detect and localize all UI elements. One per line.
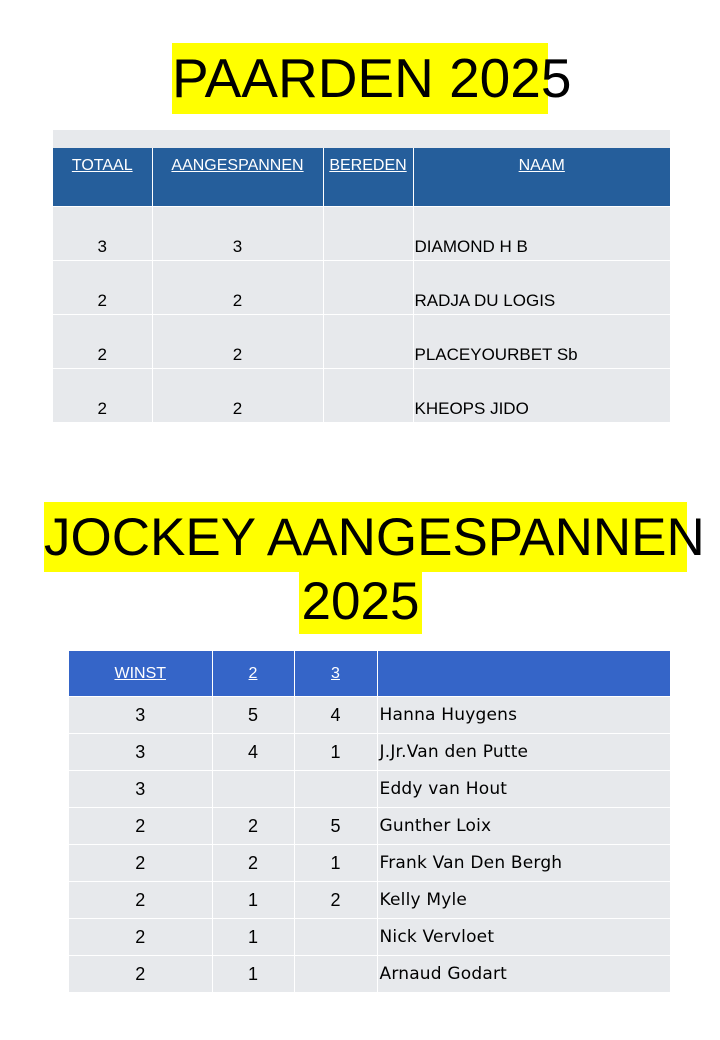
cell-bereden xyxy=(323,261,413,315)
cell-winst: 3 xyxy=(69,771,212,808)
cell-second: 1 xyxy=(212,919,294,956)
jockeys-title-line2: 2025 xyxy=(299,572,422,634)
table-row xyxy=(53,261,670,315)
table-row xyxy=(69,697,670,734)
cell-naam: Kelly Myle xyxy=(377,882,670,919)
cell-winst: 2 xyxy=(69,956,212,993)
cell-naam: RADJA DU LOGIS xyxy=(413,261,670,315)
cell-second: 1 xyxy=(212,882,294,919)
cell-winst: 2 xyxy=(69,845,212,882)
cell-naam: DIAMOND H B xyxy=(413,207,670,261)
cell-third: 1 xyxy=(294,845,377,882)
table-row xyxy=(53,207,670,261)
cell-totaal: 2 xyxy=(53,369,152,423)
cell-second: 1 xyxy=(212,956,294,993)
cell-second: 2 xyxy=(212,845,294,882)
table-row xyxy=(69,771,670,808)
cell-third: 4 xyxy=(294,697,377,734)
table-row xyxy=(69,882,670,919)
cell-bereden xyxy=(323,207,413,261)
table-row xyxy=(69,956,670,993)
cell-winst: 2 xyxy=(69,808,212,845)
cell-bereden xyxy=(323,369,413,423)
table-row xyxy=(69,808,670,845)
horses-header-row xyxy=(53,148,670,207)
cell-winst: 2 xyxy=(69,919,212,956)
jockeys-header-row xyxy=(69,651,670,697)
cell-totaal: 2 xyxy=(53,261,152,315)
cell-naam: Arnaud Godart xyxy=(377,956,670,993)
cell-bereden xyxy=(323,315,413,369)
header-bereden: BEREDEN xyxy=(323,148,413,207)
cell-naam: Eddy van Hout xyxy=(377,771,670,808)
cell-third xyxy=(294,771,377,808)
cell-naam: PLACEYOURBET Sb xyxy=(413,315,670,369)
jockeys-title-line1: JOCKEY AANGESPANNEN xyxy=(44,502,687,572)
cell-winst: 3 xyxy=(69,734,212,771)
cell-naam: KHEOPS JIDO xyxy=(413,369,670,423)
cell-third: 1 xyxy=(294,734,377,771)
jockeys-table xyxy=(69,651,670,992)
cell-aangespannen: 2 xyxy=(152,369,323,423)
header-totaal: TOTAAL xyxy=(53,148,152,207)
cell-third xyxy=(294,956,377,993)
header-second: 2 xyxy=(212,651,294,697)
cell-third xyxy=(294,919,377,956)
cell-winst: 2 xyxy=(69,882,212,919)
cell-naam: Frank Van Den Bergh xyxy=(377,845,670,882)
cell-second: 2 xyxy=(212,808,294,845)
cell-third: 2 xyxy=(294,882,377,919)
header-aangespannen: AANGESPANNEN xyxy=(152,148,323,207)
cell-aangespannen: 2 xyxy=(152,315,323,369)
cell-second: 5 xyxy=(212,697,294,734)
header-third: 3 xyxy=(294,651,377,697)
horses-title: PAARDEN 2025 xyxy=(172,43,548,114)
cell-second: 4 xyxy=(212,734,294,771)
cell-naam: Hanna Huygens xyxy=(377,697,670,734)
cell-aangespannen: 3 xyxy=(152,207,323,261)
table-row xyxy=(53,369,670,423)
table-row xyxy=(69,845,670,882)
cell-third: 5 xyxy=(294,808,377,845)
cell-aangespannen: 2 xyxy=(152,261,323,315)
cell-totaal: 3 xyxy=(53,207,152,261)
horses-table xyxy=(53,130,670,422)
cell-naam: J.Jr.Van den Putte xyxy=(377,734,670,771)
cell-totaal: 2 xyxy=(53,315,152,369)
cell-naam: Nick Vervloet xyxy=(377,919,670,956)
header-naam: NAAM xyxy=(413,148,670,207)
horses-table-spacer-row xyxy=(53,130,670,148)
table-row xyxy=(69,919,670,956)
header-naam xyxy=(377,651,670,697)
table-row xyxy=(53,315,670,369)
cell-second xyxy=(212,771,294,808)
cell-winst: 3 xyxy=(69,697,212,734)
cell-naam: Gunther Loix xyxy=(377,808,670,845)
header-winst: WINST xyxy=(69,651,212,697)
table-row xyxy=(69,734,670,771)
